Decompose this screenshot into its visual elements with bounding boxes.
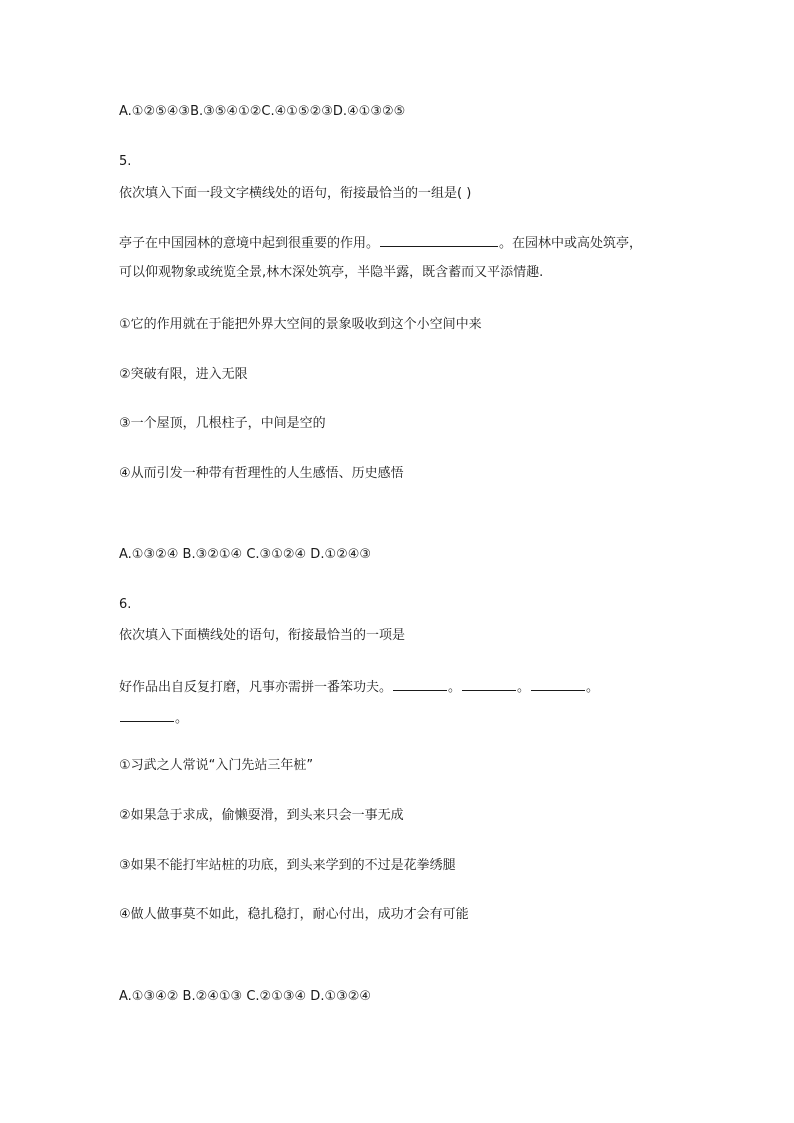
q6-item-4: ④做人做事莫不如此，稳扎稳打，耐心付出，成功才会有可能 <box>119 907 469 922</box>
q5-passage-line1 <box>119 234 642 253</box>
q6-item-2: ②如果急于求成，偷懒耍滑，到头来只会一事无成 <box>119 808 404 823</box>
separator: 。 <box>448 680 462 695</box>
answer-blank <box>120 709 174 722</box>
answer-blank <box>462 678 516 691</box>
separator: 。 <box>517 680 531 695</box>
q5-item-2: ②突破有限，进入无限 <box>119 367 248 382</box>
q5-passage-line2: 可以仰观物象或统览全景,林木深处筑亭，半隐半露，既含蓄而又平添情趣. <box>119 265 544 280</box>
q5-options: A.①③②④ B.③②①④ C.③①②④ D.①②④③ <box>119 547 372 562</box>
q5-item-1: ①它的作用就在于能把外界大空间的景象吸收到这个小空间中来 <box>119 317 482 332</box>
q6-passage-line1 <box>119 678 599 697</box>
q6-options: A.①③④② B.②④①③ C.②①③④ D.①③②④ <box>119 989 372 1004</box>
q6-passage-line2 <box>119 709 188 728</box>
q6-item-1: ①习武之人常说“入门先站三年桩” <box>119 758 314 773</box>
q5-stem: 依次填入下面一段文字横线处的语句，衔接最恰当的一组是( ) <box>119 186 472 201</box>
q6-item-3: ③如果不能打牢站桩的功底，到头来学到的不过是花拳绣腿 <box>119 858 456 873</box>
q6-number: 6. <box>119 597 132 612</box>
q5-item-3: ③一个屋顶，几根柱子，中间是空的 <box>119 416 326 431</box>
separator: 。 <box>175 711 189 726</box>
q5-passage-part2: 。在园林中或高处筑亭， <box>499 236 643 251</box>
q5-passage-part1: 亭子在中国园林的意境中起到很重要的作用。 <box>119 236 380 251</box>
separator: 。 <box>586 680 600 695</box>
answer-blank <box>380 234 498 247</box>
answer-blank <box>393 678 447 691</box>
q6-stem: 依次填入下面横线处的语句，衔接最恰当的一项是 <box>119 628 406 643</box>
q5-number: 5. <box>119 154 132 169</box>
answer-blank <box>531 678 585 691</box>
q4-options: A.①②⑤④③B.③⑤④①②C.④①⑤②③D.④①③②⑤ <box>119 104 406 119</box>
q5-item-4: ④从而引发一种带有哲理性的人生感悟、历史感悟 <box>119 466 404 481</box>
q6-passage-part1: 好作品出自反复打磨，凡事亦需拼一番笨功夫。 <box>119 680 393 695</box>
